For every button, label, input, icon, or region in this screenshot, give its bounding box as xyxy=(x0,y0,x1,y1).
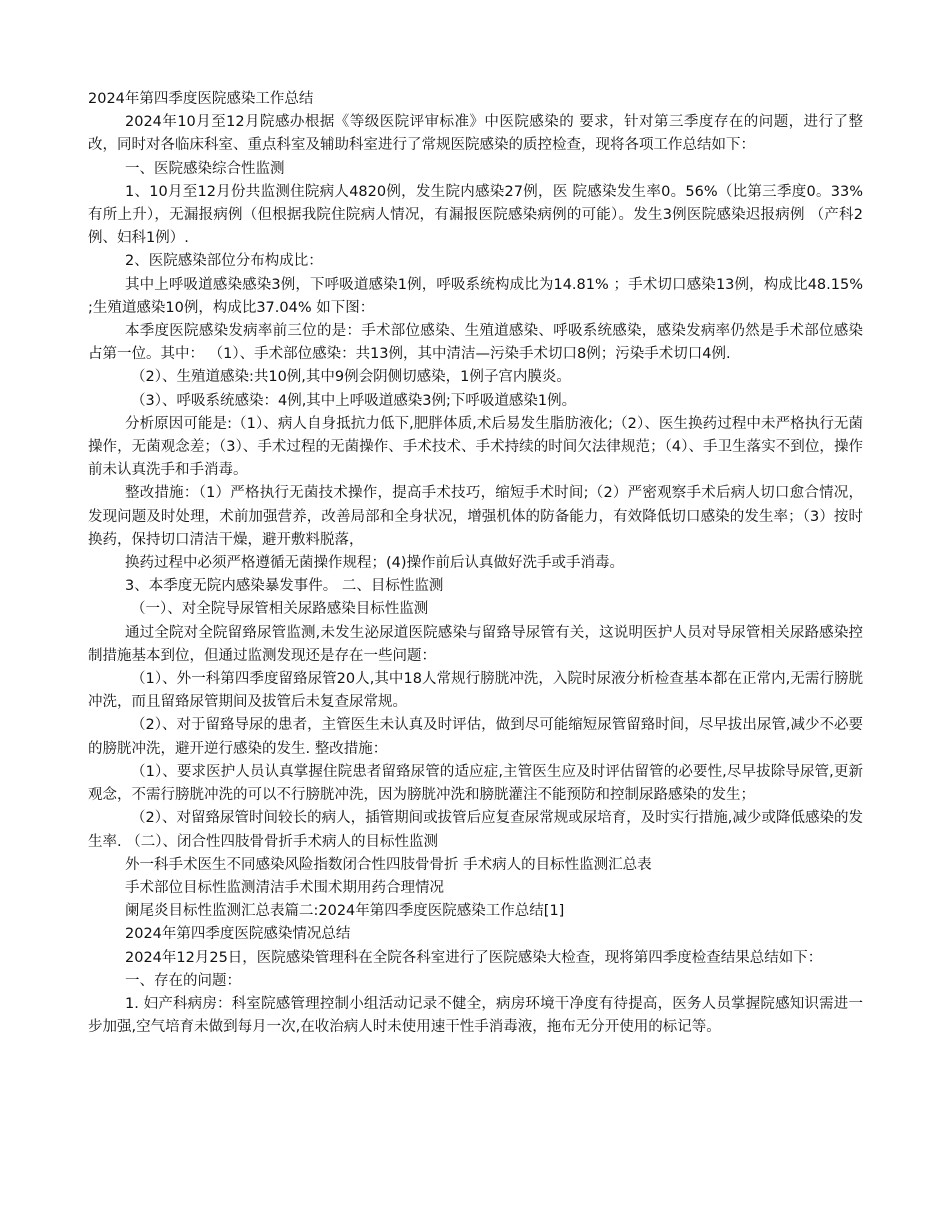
intro-paragraph: 2024年10月至12月院感办根据《等级医院评审标准》中医院感染的 要求，针对第三季度存在的问题，进行了整改，同时对各临床科室、重点科室及辅助科室进行了常规医院感染的质控检查，现将各项工作总结如下： xyxy=(88,114,863,154)
paragraph: 其中上呼吸道感染感染3例，下呼吸道感染1例，呼吸系统构成比为14.81% ；手术切口感染13例，构成比48.15% ;生殖道感染10例，构成比37.04% 如下图： xyxy=(88,276,863,316)
section-heading: （一）、对全院导尿管相关尿路感染目标性监测 xyxy=(131,601,429,618)
section-heading: 2024年第四季度医院感染情况总结 xyxy=(125,926,351,943)
paragraph: 阑尾炎目标性监测汇总表篇二:2024年第四季度医院感染工作总结[1] xyxy=(125,903,565,920)
paragraph: 2024年12月25日，医院感染管理科在全院各科室进行了医院感染大检查，现将第四季度检查结果总结如下： xyxy=(125,949,823,966)
section-heading: 2、医院感染部位分布构成比： xyxy=(125,253,323,270)
paragraph: 1. 妇产科病房：科室院感管理控制小组活动记录不健全，病房环境干净度有待提高，医务人员掌握院感知识需进一步加强,空气培育未做到每月一次,在收治病人时未使用速干性手消毒液，拖布无分开使用的标记等。 xyxy=(88,995,863,1036)
section-heading: 一、存在的问题： xyxy=(125,972,241,989)
section-heading: 3、本季度无院内感染暴发事件。 二、目标性监测 xyxy=(125,578,444,595)
paragraph: （1）、外一科第四季度留臵尿管20人,其中18人常规行膀胱冲洗，入院时尿液分析检查基本都在正常内,无需行膀胱冲洗，而且留臵尿管期间及拔管后未复查尿常规。 xyxy=(88,671,863,711)
paragraph: 手术部位目标性监测清洁手术围术期用药合理情况 xyxy=(125,879,444,896)
document-page xyxy=(88,88,863,1039)
paragraph: 整改措施：（1）严格执行无菌技术操作，提高手术技巧，缩短手术时间;（2）严密观察手术后病人切口愈合情况，发现问题及时处理，术前加强营养，改善局部和全身状况，增强机体的防备能力，有效降低切口感染的发生率；（3）按时换药，保持切口清洁干燥，避开敷料脱落， xyxy=(88,485,863,548)
paragraph: 分析原因可能是:（1）、病人自身抵抗力低下,肥胖体质,术后易发生脂肪液化;（2）、医生换药过程中未严格执行无菌操作，无菌观念差；（3）、手术过程的无菌操作、手术技术、手术持续的时间欠法律规范；（4）、手卫生落实不到位，操作前未认真洗手和手消毒。 xyxy=(88,415,863,479)
paragraph: 1、10月至12月份共监测住院病人4820例，发生院内感染27例，医 院感染发生率0。56%（比第三季度0。33%有所上升），无漏报病例（但根据我院住院病人情况，有漏报医院感染病例的可能）。发生3例医院感染迟报病例 （产科2例、妇科1例）. xyxy=(88,183,863,247)
paragraph: 本季度医院感染发病率前三位的是：手术部位感染、生殖道感染、呼吸系统感染，感染发病率仍然是手术部位感染占第一位。其中： （1）、手术部位感染：共13例，其中清洁—污染手术切口8例；污染手术切口4例. xyxy=(88,323,863,363)
paragraph: 换药过程中必须严格遵循无菌操作规程；(4)操作前后认真做好洗手或手消毒。 xyxy=(125,555,625,572)
paragraph: （2）、对留臵尿管时间较长的病人，插管期间或拔管后应复查尿常规或尿培育，及时实行措施,减少或降低感染的发生率. （二）、闭合性四肢骨骨折手术病人的目标性监测 xyxy=(88,810,863,850)
paragraph: （3）、呼吸系统感染：4例,其中上呼吸道感染3例;下呼吸道感染1例。 xyxy=(131,392,577,409)
paragraph: （2）、生殖道感染:共10例,其中9例会阴侧切感染，1例子宫内膜炎。 xyxy=(131,369,571,386)
paragraph: 外一科手术医生不同感染风险指数闭合性四肢骨骨折 手术病人的目标性监测汇总表 xyxy=(125,856,652,873)
paragraph: （2）、对于留臵导尿的患者，主管医生未认真及时评估，做到尽可能缩短尿管留臵时间，尽早拔出尿管,减少不必要的膀胱冲洗，避开逆行感染的发生. 整改措施： xyxy=(88,717,863,757)
document-title: 2024年第四季度医院感染工作总结 xyxy=(88,91,314,107)
section-heading: 一、医院感染综合性监测 xyxy=(125,160,285,177)
paragraph: 通过全院对全院留臵尿管监测,未发生泌尿道医院感染与留臵导尿管有关，这说明医护人员对导尿管相关尿路感染控制措施基本到位，但通过监测发现还是存在一些问题： xyxy=(88,624,863,664)
paragraph: （1）、要求医护人员认真掌握住院患者留臵尿管的适应症,主管医生应及时评估留管的必要性,尽早拔除导尿管,更新观念，不需行膀胱冲洗的可以不行膀胱冲洗，因为膀胱冲洗和膀胱灌注不能预防和控制尿路感染的发生； xyxy=(88,763,863,804)
